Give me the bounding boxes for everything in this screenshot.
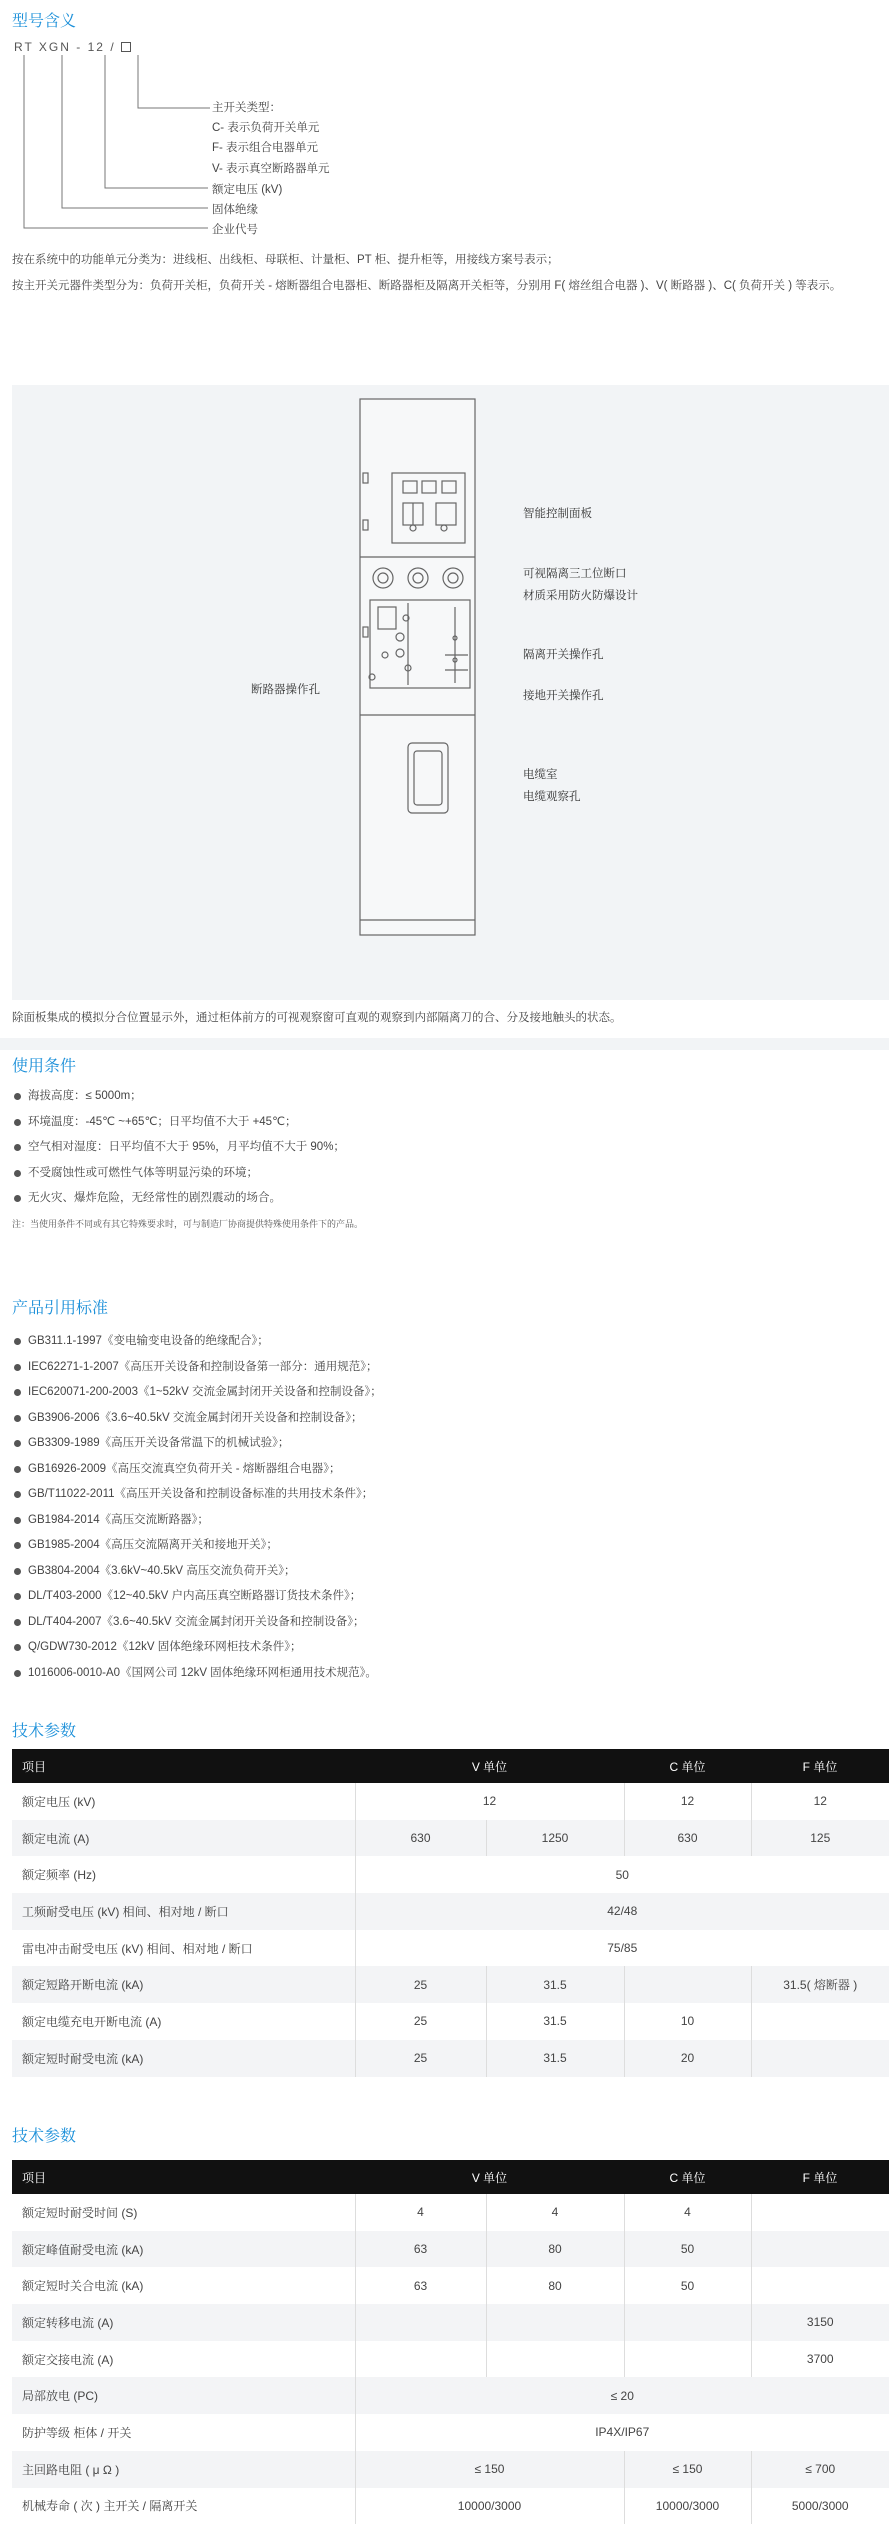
row-label: 额定短路开断电流 (kA): [12, 1966, 355, 2003]
table-row: [12, 2488, 889, 2525]
table-row: [12, 2451, 889, 2488]
header-item: 项目: [12, 1749, 355, 1783]
switch-classification-text: 按主开关元器件类型分为：负荷开关柜，负荷开关 - 熔断器组合电器柜、断路器柜及隔离开关柜等，分别用 F( 熔丝组合电器 )、V( 断路器 )、C( 负荷开关 ) 等表示。: [12, 280, 842, 292]
table-cell: 80: [486, 2267, 624, 2304]
table-row: [12, 2040, 889, 2077]
table-row: [12, 1820, 889, 1857]
row-label: 防护等级 柜体 / 开关: [12, 2414, 355, 2451]
legend-f: F- 表示组合电器单元: [212, 142, 319, 154]
table-cell: 31.5: [486, 2040, 624, 2077]
row-label: 额定电压 (kV): [12, 1783, 355, 1820]
tech-params-title-2: 技术参数: [12, 2128, 77, 2145]
row-label: 额定转移电流 (A): [12, 2304, 355, 2341]
table-row: [12, 2003, 889, 2040]
list-item: 不受腐蚀性或可燃性气体等明显污染的环境；: [12, 1161, 345, 1187]
table-cell: 10: [624, 2003, 751, 2040]
table-cell: [624, 2304, 751, 2341]
legend-main-switch-type: 主开关类型：: [212, 102, 281, 114]
section-divider: [0, 1038, 889, 1050]
model-meaning-title: 型号含义: [12, 13, 77, 30]
callout-isolator-hole: 隔离开关操作孔: [523, 649, 604, 661]
list-item: GB3309-1989《高压开关设备常温下的机械试验》；: [12, 1431, 382, 1457]
row-label: 额定短时耐受时间 (S): [12, 2194, 355, 2231]
table-cell: [486, 2304, 624, 2341]
table-cell: 63: [355, 2231, 486, 2268]
table-cell: 25: [355, 2003, 486, 2040]
header-item: 项目: [12, 2160, 355, 2194]
table-cell: [624, 2341, 751, 2378]
list-item: GB3804-2004《3.6kV~40.5kV 高压交流负荷开关》；: [12, 1559, 382, 1585]
row-label: 额定短时耐受电流 (kA): [12, 2040, 355, 2077]
table-cell: [624, 1966, 751, 2003]
header-v-unit: V 单位: [355, 2160, 624, 2194]
code-rt: RT: [14, 40, 34, 54]
table-cell: 63: [355, 2267, 486, 2304]
callout-cable-window: 电缆观察孔: [523, 791, 581, 803]
list-item: 无火灾、爆炸危险，无经常性的剧烈震动的场合。: [12, 1186, 345, 1212]
header-f-unit: F 单位: [751, 1749, 889, 1783]
table-cell: 1250: [486, 1820, 624, 1857]
table-cell: 4: [624, 2194, 751, 2231]
table-cell: [751, 2003, 889, 2040]
code-slash: /: [110, 40, 116, 54]
table-cell: [751, 2194, 889, 2231]
list-item: 空气相对湿度：日平均值不大于 95%，月平均值不大于 90%；: [12, 1135, 345, 1161]
tech-params-table-2: [12, 2160, 889, 2524]
table-row: [12, 1966, 889, 2003]
table-cell: 630: [355, 1820, 486, 1857]
row-label: 额定电缆充电开断电流 (A): [12, 2003, 355, 2040]
table-cell: 12: [624, 1783, 751, 1820]
row-label: 雷电冲击耐受电压 (kV) 相间、相对地 / 断口: [12, 1930, 355, 1967]
table-cell: 10000/3000: [624, 2488, 751, 2525]
row-label: 额定电流 (A): [12, 1820, 355, 1857]
diagram-caption: 除面板集成的模拟分合位置显示外，通过柜体前方的可视观察窗可直观的观察到内部隔离刀的合、分及接地触头的状态。: [12, 1012, 622, 1024]
table-cell: 31.5: [486, 2003, 624, 2040]
table-cell: 3700: [751, 2341, 889, 2378]
table-cell: 75/85: [355, 1930, 889, 1967]
code-12: 12: [87, 40, 105, 54]
table-cell: 4: [355, 2194, 486, 2231]
header-v-unit: V 单位: [355, 1749, 624, 1783]
table-cell: 10000/3000: [355, 2488, 624, 2525]
list-item: DL/T404-2007《3.6~40.5kV 交流金属封闭开关设备和控制设备》；: [12, 1610, 382, 1636]
callout-fireproof: 材质采用防火防爆设计: [523, 590, 638, 602]
table-cell: 42/48: [355, 1893, 889, 1930]
list-item: Q/GDW730-2012《12kV 固体绝缘环网柜技术条件》；: [12, 1635, 382, 1661]
table-row: [12, 2341, 889, 2378]
callout-smart-panel: 智能控制面板: [523, 508, 592, 520]
list-item: IEC620071-200-2003《1~52kV 交流金属封闭开关设备和控制设备》；: [12, 1380, 382, 1406]
header-c-unit: C 单位: [624, 2160, 751, 2194]
table-cell: 31.5( 熔断器 ): [751, 1966, 889, 2003]
model-code-leader-lines: [0, 50, 230, 240]
standards-list: [12, 1329, 382, 1686]
legend-company-code: 企业代号: [212, 224, 258, 236]
table-row: [12, 2194, 889, 2231]
table-cell: 630: [624, 1820, 751, 1857]
table-cell: 25: [355, 2040, 486, 2077]
table-row: [12, 1783, 889, 1820]
list-item: GB311.1-1997《变电输变电设备的绝缘配合》；: [12, 1329, 382, 1355]
table-cell: [751, 2267, 889, 2304]
header-c-unit: C 单位: [624, 1749, 751, 1783]
row-label: 机械寿命 ( 次 ) 主开关 / 隔离开关: [12, 2488, 355, 2525]
table-row: [12, 1893, 889, 1930]
table-cell: 50: [355, 1856, 889, 1893]
legend-rated-voltage: 额定电压 (kV): [212, 184, 283, 196]
legend-v: V- 表示真空断路器单元: [212, 163, 330, 175]
list-item: GB1984-2014《高压交流断路器》；: [12, 1508, 382, 1534]
table-cell: 12: [355, 1783, 624, 1820]
tech-params-table-1: [12, 1749, 889, 2077]
callout-cable-room: 电缆室: [523, 769, 558, 781]
list-item: IEC62271-1-2007《高压开关设备和控制设备第一部分：通用规范》；: [12, 1355, 382, 1381]
function-classification-text: 按在系统中的功能单元分类为：进线柜、出线柜、母联柜、计量柜、PT 柜、提升柜等，用接线方案号表示；: [12, 254, 559, 266]
callout-three-position: 可视隔离三工位断口: [523, 568, 627, 580]
table-cell: [355, 2304, 486, 2341]
table-row: [12, 2414, 889, 2451]
table-row: [12, 2304, 889, 2341]
table-row: [12, 2377, 889, 2414]
list-item: 海拔高度：≤ 5000m；: [12, 1084, 345, 1110]
conditions-list: [12, 1084, 345, 1212]
code-dash: -: [76, 40, 83, 54]
list-item: GB/T11022-2011《高压开关设备和控制设备标准的共用技术条件》；: [12, 1482, 382, 1508]
table-cell: ≤ 20: [355, 2377, 889, 2414]
row-label: 额定短时关合电流 (kA): [12, 2267, 355, 2304]
callout-earthing-hole: 接地开关操作孔: [523, 690, 604, 702]
table-cell: 12: [751, 1783, 889, 1820]
table-cell: 50: [624, 2267, 751, 2304]
list-item: GB16926-2009《高压交流真空负荷开关 - 熔断器组合电器》；: [12, 1457, 382, 1483]
table-row: [12, 2267, 889, 2304]
code-xgn: XGN: [38, 40, 71, 54]
list-item: GB3906-2006《3.6~40.5kV 交流金属封闭开关设备和控制设备》；: [12, 1406, 382, 1432]
table-cell: 20: [624, 2040, 751, 2077]
cabinet-drawing: [0, 385, 889, 1000]
row-label: 额定峰值耐受电流 (kA): [12, 2231, 355, 2268]
table-cell: IP4X/IP67: [355, 2414, 889, 2451]
table-cell: 25: [355, 1966, 486, 2003]
row-label: 额定交接电流 (A): [12, 2341, 355, 2378]
callout-breaker-hole: 断路器操作孔: [251, 684, 320, 696]
list-item: 1016006-0010-A0《国网公司 12kV 固体绝缘环网柜通用技术规范》。: [12, 1661, 382, 1687]
table-cell: ≤ 700: [751, 2451, 889, 2488]
table-cell: ≤ 150: [624, 2451, 751, 2488]
conditions-note: 注：当使用条件不同或有其它特殊要求时，可与制造厂协商提供特殊使用条件下的产品。: [12, 1219, 364, 1229]
list-item: DL/T403-2000《12~40.5kV 户内高压真空断路器订货技术条件》；: [12, 1584, 382, 1610]
table-cell: [355, 2341, 486, 2378]
table-cell: [486, 2341, 624, 2378]
table-row: [12, 2231, 889, 2268]
table-cell: 3150: [751, 2304, 889, 2341]
table-cell: 31.5: [486, 1966, 624, 2003]
table-row: [12, 1856, 889, 1893]
table-cell: 80: [486, 2231, 624, 2268]
standards-title: 产品引用标准: [12, 1300, 109, 1317]
table-cell: 50: [624, 2231, 751, 2268]
row-label: 工频耐受电压 (kV) 相间、相对地 / 断口: [12, 1893, 355, 1930]
table-row: [12, 1930, 889, 1967]
table-cell: ≤ 150: [355, 2451, 624, 2488]
conditions-title: 使用条件: [12, 1058, 77, 1075]
table-cell: 4: [486, 2194, 624, 2231]
table-cell: [751, 2231, 889, 2268]
table-cell: 125: [751, 1820, 889, 1857]
legend-solid-insulation: 固体绝缘: [212, 204, 258, 216]
legend-c: C- 表示负荷开关单元: [212, 122, 320, 134]
table-cell: 5000/3000: [751, 2488, 889, 2525]
row-label: 额定频率 (Hz): [12, 1856, 355, 1893]
row-label: 主回路电阻 ( μ Ω ): [12, 2451, 355, 2488]
header-f-unit: F 单位: [751, 2160, 889, 2194]
list-item: GB1985-2004《高压交流隔离开关和接地开关》；: [12, 1533, 382, 1559]
list-item: 环境温度：-45℃ ~+65℃；日平均值不大于 +45℃；: [12, 1110, 345, 1136]
row-label: 局部放电 (PC): [12, 2377, 355, 2414]
tech-params-title-1: 技术参数: [12, 1723, 77, 1740]
table-cell: [751, 2040, 889, 2077]
